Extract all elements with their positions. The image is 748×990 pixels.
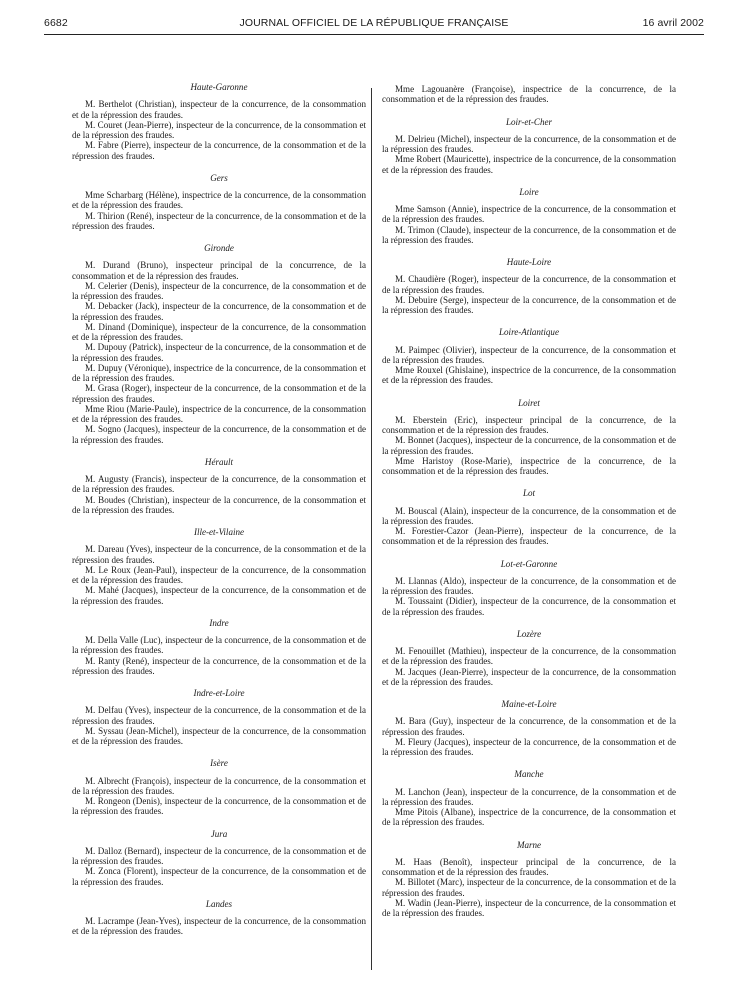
department-section: [382, 559, 676, 617]
department-heading: Gers: [210, 172, 228, 183]
appointment-entry: M. Ranty (René), inspecteur de la concurrence, de la consommation et de la répression des fraudes.: [72, 655, 366, 676]
appointment-entry: M. Eberstein (Eric), inspecteur principal de la concurrence, de la consommation et de la répression des fraudes.: [382, 414, 676, 435]
appointment-entry: M. Dupuy (Véronique), inspectrice de la concurrence, de la consommation et de la répression des fraudes.: [72, 362, 366, 383]
appointment-entry: Mme Robert (Mauricette), inspectrice de la concurrence, de la consommation et de la répression des fraudes.: [382, 154, 676, 175]
appointment-entry: M. Paimpec (Olivier), inspecteur de la concurrence, de la consommation et de la répression des fraudes.: [382, 344, 676, 365]
department-section: [382, 629, 676, 687]
department-heading: Lozère: [516, 628, 542, 639]
appointment-entry: M. Boudes (Christian), inspecteur de la concurrence, de la consommation et de la répression des fraudes.: [72, 494, 366, 515]
appointment-entry: M. Toussaint (Didier), inspecteur de la concurrence, de la consommation et de la répression des fraudes.: [382, 596, 676, 617]
department-heading: Manche: [514, 769, 544, 780]
department-heading: Landes: [205, 898, 233, 909]
appointment-entry: M. Mahé (Jacques), inspecteur de la concurrence, de la consommation et de la répression des fraudes.: [72, 585, 366, 606]
appointment-entry: M. Delrieu (Michel), inspecteur de la concurrence, de la consommation et de la répression des fraudes.: [382, 133, 676, 154]
appointment-entry: M. Forestier-Cazor (Jean-Pierre), inspecteur de la concurrence, de la consommation et de la répression des fraudes.: [382, 526, 676, 547]
department-section: [382, 699, 676, 757]
department-section: [382, 488, 676, 546]
appointment-entry: M. Bouscal (Alain), inspecteur de la concurrence, de la consommation et de la répression des fraudes.: [382, 505, 676, 526]
appointment-entry: M. Durand (Bruno), inspecteur principal de la concurrence, de la consommation et de la répression des fraudes.: [72, 260, 366, 281]
appointment-entry: M. Chaudière (Roger), inspecteur de la concurrence, de la consommation et de la répression des fraudes.: [382, 274, 676, 295]
page-header: [44, 17, 704, 33]
department-section: [72, 618, 366, 676]
department-heading: Maine-et-Loire: [501, 699, 557, 709]
appointment-entry: M. Couret (Jean-Pierre), inspecteur de la concurrence, de la consommation et de la répression des fraudes.: [72, 119, 366, 140]
journal-title: JOURNAL OFFICIEL DE LA RÉPUBLIQUE FRANÇAISE: [239, 17, 509, 29]
appointment-entry: M. Le Roux (Jean-Paul), inspecteur de la concurrence, de la consommation et de la répression des fraudes.: [72, 564, 366, 585]
department-section: [382, 769, 676, 827]
department-heading: Loire: [519, 186, 539, 197]
appointment-entry: M. Fleury (Jacques), inspecteur de la concurrence, de la consommation et de la répression des fraudes.: [382, 736, 676, 757]
appointment-entry: Mme Rouxel (Ghislaine), inspectrice de la concurrence, de la consommation et de la répression des fraudes.: [382, 365, 676, 386]
department-section: [382, 84, 676, 105]
appointment-entry: Mme Lagouanère (Françoise), inspectrice de la concurrence, de la consommation et de la répression des fraudes.: [382, 84, 676, 105]
appointment-entry: M. Thirion (René), inspecteur de la concurrence, de la consommation et de la répression des fraudes.: [72, 210, 366, 231]
department-heading: Lot: [522, 488, 536, 499]
appointment-entry: M. Jacques (Jean-Pierre), inspecteur de la concurrence, de la consommation et de la répression des fraudes.: [382, 666, 676, 687]
appointment-entry: Mme Samson (Annie), inspectrice de la concurrence, de la consommation et de la répression des fraudes.: [382, 204, 676, 225]
department-section: [72, 899, 366, 937]
department-section: [72, 173, 366, 231]
appointment-entry: M. Lanchon (Jean), inspecteur de la concurrence, de la consommation et de la répression des fraudes.: [382, 786, 676, 807]
department-heading: Haute-Garonne: [190, 82, 248, 92]
issue-date: 16 avril 2002: [642, 17, 704, 29]
appointment-entry: Mme Pitois (Albane), inspectrice de la concurrence, de la consommation et de la répression des fraudes.: [382, 807, 676, 828]
department-heading: Marne: [516, 839, 542, 850]
department-section: [72, 829, 366, 887]
appointment-entry: M. Wadin (Jean-Pierre), inspecteur de la concurrence, de la consommation et de la répression des fraudes.: [382, 897, 676, 918]
appointment-entry: M. Bara (Guy), inspecteur de la concurrence, de la consommation et de la répression des fraudes.: [382, 716, 676, 737]
appointment-entry: M. Syssau (Jean-Michel), inspecteur de la concurrence, de la consommation et de la répression des fraudes.: [72, 725, 366, 746]
department-section: [72, 527, 366, 606]
appointment-entry: M. Billotet (Marc), inspecteur de la concurrence, de la consommation et de la répression des fraudes.: [382, 877, 676, 898]
appointment-entry: M. Sogno (Jacques), inspecteur de la concurrence, de la consommation et de la répression des fraudes.: [72, 424, 366, 445]
column-divider: [371, 88, 372, 970]
appointment-entry: M. Trimon (Claude), inspecteur de la concurrence, de la consommation et de la répression des fraudes.: [382, 224, 676, 245]
appointment-entry: Mme Haristoy (Rose-Marie), inspectrice de la concurrence, de la consommation et de la répression des fraudes.: [382, 455, 676, 476]
appointment-entry: M. Berthelot (Christian), inspecteur de la concurrence, de la consommation et de la répression des fraudes.: [72, 99, 366, 120]
department-section: [72, 82, 366, 161]
department-section: [382, 840, 676, 919]
appointment-entry: M. Dareau (Yves), inspecteur de la concurrence, de la consommation et de la répression des fraudes.: [72, 544, 366, 565]
department-section: [72, 243, 366, 445]
appointment-entry: M. Dupouy (Patrick), inspecteur de la concurrence, de la consommation et de la répression des fraudes.: [72, 342, 366, 363]
department-heading: Gironde: [204, 243, 234, 253]
appointment-entry: M. Della Valle (Luc), inspecteur de la concurrence, de la consommation et de la répression des fraudes.: [72, 635, 366, 656]
department-section: [72, 457, 366, 515]
department-heading: Jura: [210, 828, 228, 839]
department-heading: Loire-Atlantique: [499, 327, 559, 338]
appointment-entry: Mme Riou (Marie-Paule), inspectrice de la concurrence, de la consommation et de la répression des fraudes.: [72, 403, 366, 424]
appointment-entry: M. Fenouillet (Mathieu), inspecteur de la concurrence, de la consommation et de la répression des fraudes.: [382, 646, 676, 667]
appointment-entry: M. Albrecht (François), inspecteur de la concurrence, de la consommation et de la répression des fraudes.: [72, 775, 366, 796]
appointment-entry: M. Celerier (Denis), inspecteur de la concurrence, de la consommation et de la répression des fraudes.: [72, 280, 366, 301]
department-heading: Isère: [210, 758, 228, 769]
appointment-entry: M. Fabre (Pierre), inspecteur de la concurrence, de la consommation et de la répression des fraudes.: [72, 140, 366, 161]
appointment-entry: M. Debuire (Serge), inspecteur de la concurrence, de la consommation et de la répression des fraudes.: [382, 294, 676, 315]
appointment-entry: M. Grasa (Roger), inspecteur de la concurrence, de la consommation et de la répression des fraudes.: [72, 383, 366, 404]
department-section: [382, 117, 676, 175]
appointment-entry: M. Haas (Benoît), inspecteur principal de la concurrence, de la consommation et de la répression des fraudes.: [382, 856, 676, 877]
appointment-entry: M. Dinand (Dominique), inspecteur de la concurrence, de la consommation et de la répression des fraudes.: [72, 321, 366, 342]
appointment-entry: M. Bonnet (Jacques), inspecteur de la concurrence, de la consommation et de la répression des fraudes.: [382, 435, 676, 456]
appointment-entry: Mme Scharbarg (Hélène), inspectrice de la concurrence, de la consommation et de la répression des fraudes.: [72, 190, 366, 211]
page-number: 6682: [44, 17, 68, 29]
left-column: [72, 82, 366, 949]
department-section: [382, 398, 676, 477]
department-heading: Hérault: [204, 456, 234, 467]
appointment-entry: M. Rongeon (Denis), inspecteur de la concurrence, de la consommation et de la répression des fraudes.: [72, 796, 366, 817]
appointment-entry: M. Dalloz (Bernard), inspecteur de la concurrence, de la consommation et de la répression des fraudes.: [72, 845, 366, 866]
department-section: [382, 187, 676, 245]
department-section: [72, 688, 366, 746]
department-heading: Lot-et-Garonne: [500, 558, 558, 569]
department-section: [382, 257, 676, 315]
appointment-entry: M. Delfau (Yves), inspecteur de la concurrence, de la consommation et de la répression des fraudes.: [72, 705, 366, 726]
department-section: [382, 327, 676, 385]
appointment-entry: M. Debacker (Jack), inspecteur de la concurrence, de la consommation et de la répression des fraudes.: [72, 301, 366, 322]
department-heading: Loiret: [518, 397, 540, 408]
appointment-entry: M. Zonca (Florent), inspecteur de la concurrence, de la consommation et de la répression des fraudes.: [72, 866, 366, 887]
appointment-entry: M. Augusty (Francis), inspecteur de la concurrence, de la consommation et de la répression des fraudes.: [72, 474, 366, 495]
department-heading: Ille-et-Vilaine: [193, 527, 245, 537]
department-section: [72, 758, 366, 816]
department-heading: Loir-et-Cher: [505, 116, 553, 127]
department-heading: Indre-et-Loire: [193, 688, 245, 698]
right-column: [382, 84, 676, 930]
appointment-entry: M. Llannas (Aldo), inspecteur de la concurrence, de la consommation et de la répression des fraudes.: [382, 575, 676, 596]
appointment-entry: M. Lacrampe (Jean-Yves), inspecteur de la concurrence, de la consommation et de la répression des fraudes.: [72, 916, 366, 937]
header-rule: [44, 34, 704, 35]
department-heading: Indre: [209, 617, 229, 628]
department-heading: Haute-Loire: [506, 257, 552, 267]
